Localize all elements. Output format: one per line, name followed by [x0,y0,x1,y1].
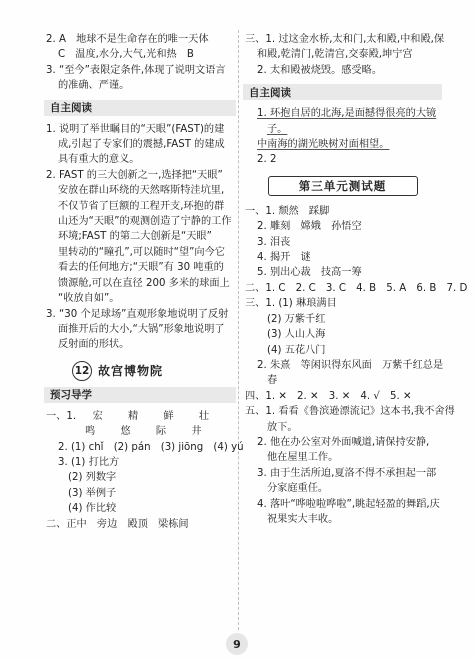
answer-line: 2. 2 [257,154,277,166]
page-number: 9 [226,633,248,655]
answer-line [46,409,234,424]
answer-line: 安放在群山环绕的天然喀斯特洼坑里, [58,185,225,197]
answer-line: 3. “30 个足球场”直观形象地说明了反射 [46,308,229,320]
answer-line: (3) 人山人海 [267,329,326,341]
answer-char: 际 [155,426,167,438]
answer-char: 鸣 [85,426,96,438]
unit-test-title: 第三单元测试题 [268,176,418,196]
answer-line: 2. (1) chǐ (2) pán (3) jiōng (4) yú [58,441,244,453]
answer-line: 馈源舱,可以在直径 200 多米的球面上 [58,277,230,289]
answer-line: 三、1. 过这金水桥,太和门,太和殿,中和殿,保 [245,34,445,45]
answer-line: 2. FAST 的三大创新之一,选择把“天眼” [46,169,223,181]
answer-line: 3. (1) 打比方 [58,456,120,468]
answer-line: 环境;FAST 的第二大创新是“天眼” [58,231,212,243]
answer-char: 壮 [198,410,210,422]
answer-line: (4) 作比较 [68,503,117,515]
answer-line: 1. 环抱自居的北海,是面撼得很亮的大镜 [257,108,437,120]
answer-line: (4) 五花八门 [267,344,326,356]
answer-line: (2) 列数字 [68,472,117,484]
lesson-header [72,361,234,381]
answer-line: 1. 说明了举世瞩目的“天眼”(FAST)的建 [46,123,225,135]
answer-line: 祝果实大丰收。 [267,513,339,525]
answer-line: 反射面的形状。 [58,339,130,351]
answer-line: 3. 由于生活所迫,夏洛不得不承担起一部 [257,467,437,479]
answer-line: 3. 泪丧 [257,236,291,248]
answer-line: (2) 万紫千红 [267,313,326,325]
answer-line: 2. 雕刻 嫦娥 孙悟空 [257,221,362,233]
answer-line: 面推开后的大小,“大锅”形象地说明了 [58,323,225,335]
answer-line: 三、1. (1) 琳琅满目 [245,298,337,310]
answer-line: 中南海的湖光映树对面相望。 [257,139,390,151]
answer-line: 放下。 [267,421,298,433]
section-title-preview: 预习导学 [44,387,236,403]
answer-line: 4. 落叶“哗啦啦哗啦”,眺起轻盈的舞蹈,庆 [257,498,440,510]
answer-line: 四、1. ✕ 2. ✕ 3. ✕ 4. √ 5. ✕ [245,390,412,402]
lesson-number-badge: 12 [72,361,92,381]
section-title-reading: 自主阅读 [44,100,236,116]
left-column [46,32,244,532]
answer-char: 精 [128,410,139,422]
answer-line: 2. 太和殿被烧毁。感受略。 [257,64,383,76]
answer-line: 看去的任何地方;“天眼”有 30 吨重的 [58,262,224,274]
answer-line: 他在屋里工作。 [267,452,339,464]
answer-line: 的准确、严谨。 [58,80,130,92]
answer-line: 一、1. 颓然 踩脚 [245,205,330,217]
answer-line: 里转动的“瞳孔”,可以随时“望”向今它 [58,246,225,258]
right-column [245,32,468,527]
section-title-reading: 自主阅读 [243,84,442,100]
answer-line: 成,引起了专家们的震撼,FAST 的建成 [58,139,225,151]
answer-line [46,424,234,439]
answer-line: 和殿,乾清门,乾清宫,交泰殿,坤宁宫 [257,49,413,61]
answer-line: 4. 揭开 谜 [257,252,311,264]
answer-line: 二、1. C 2. C 3. C 4. B 5. A 6. B 7. D [245,282,468,294]
answer-line: 2. 他在办公室对外面喊道,请保持安静, [257,436,430,448]
answer-line: 二、正中 旁边 殿顶 梁栋间 [46,518,189,530]
answer-line: 2. A 地球不是生命存在的唯一天体 [46,34,209,45]
answer-line: 春 [267,375,278,387]
answer-char: 鲜 [163,410,174,422]
answer-line: 山还为“天眼”的观测创造了宁静的工作 [58,216,232,228]
lesson-title: 故宫博物院 [98,364,164,379]
answer-line: C 温度,水分,大气,光和热 B [58,49,194,61]
answer-line: 不仅节省了巨额的工程开支,环抱的群 [58,200,225,212]
answer-char: 悠 [120,426,131,438]
answer-line: 具有重大的意义。 [58,154,140,166]
answer-char: 井 [191,426,202,438]
answer-line: 分家庭重任。 [267,483,329,495]
answer-line: “收放自如”。 [58,293,120,305]
answer-line: 5. 别出心裁 技高一筹 [257,267,362,279]
answer-line: 2. 朱熹 等闲识得东风面 万紫千红总是 [257,359,444,371]
column-divider [238,30,239,630]
question-label: 一、1. [46,410,77,422]
answer-line: 五、1. 看看《鲁滨逊漂流记》这本书,我不舍得 [245,406,455,418]
answer-line: (3) 举例子 [68,487,117,499]
answer-char: 宏 [92,410,103,422]
answer-line: 3. “至今”表限定条件,体现了说明文语言 [46,64,226,76]
answer-line: 子。 [267,123,288,135]
